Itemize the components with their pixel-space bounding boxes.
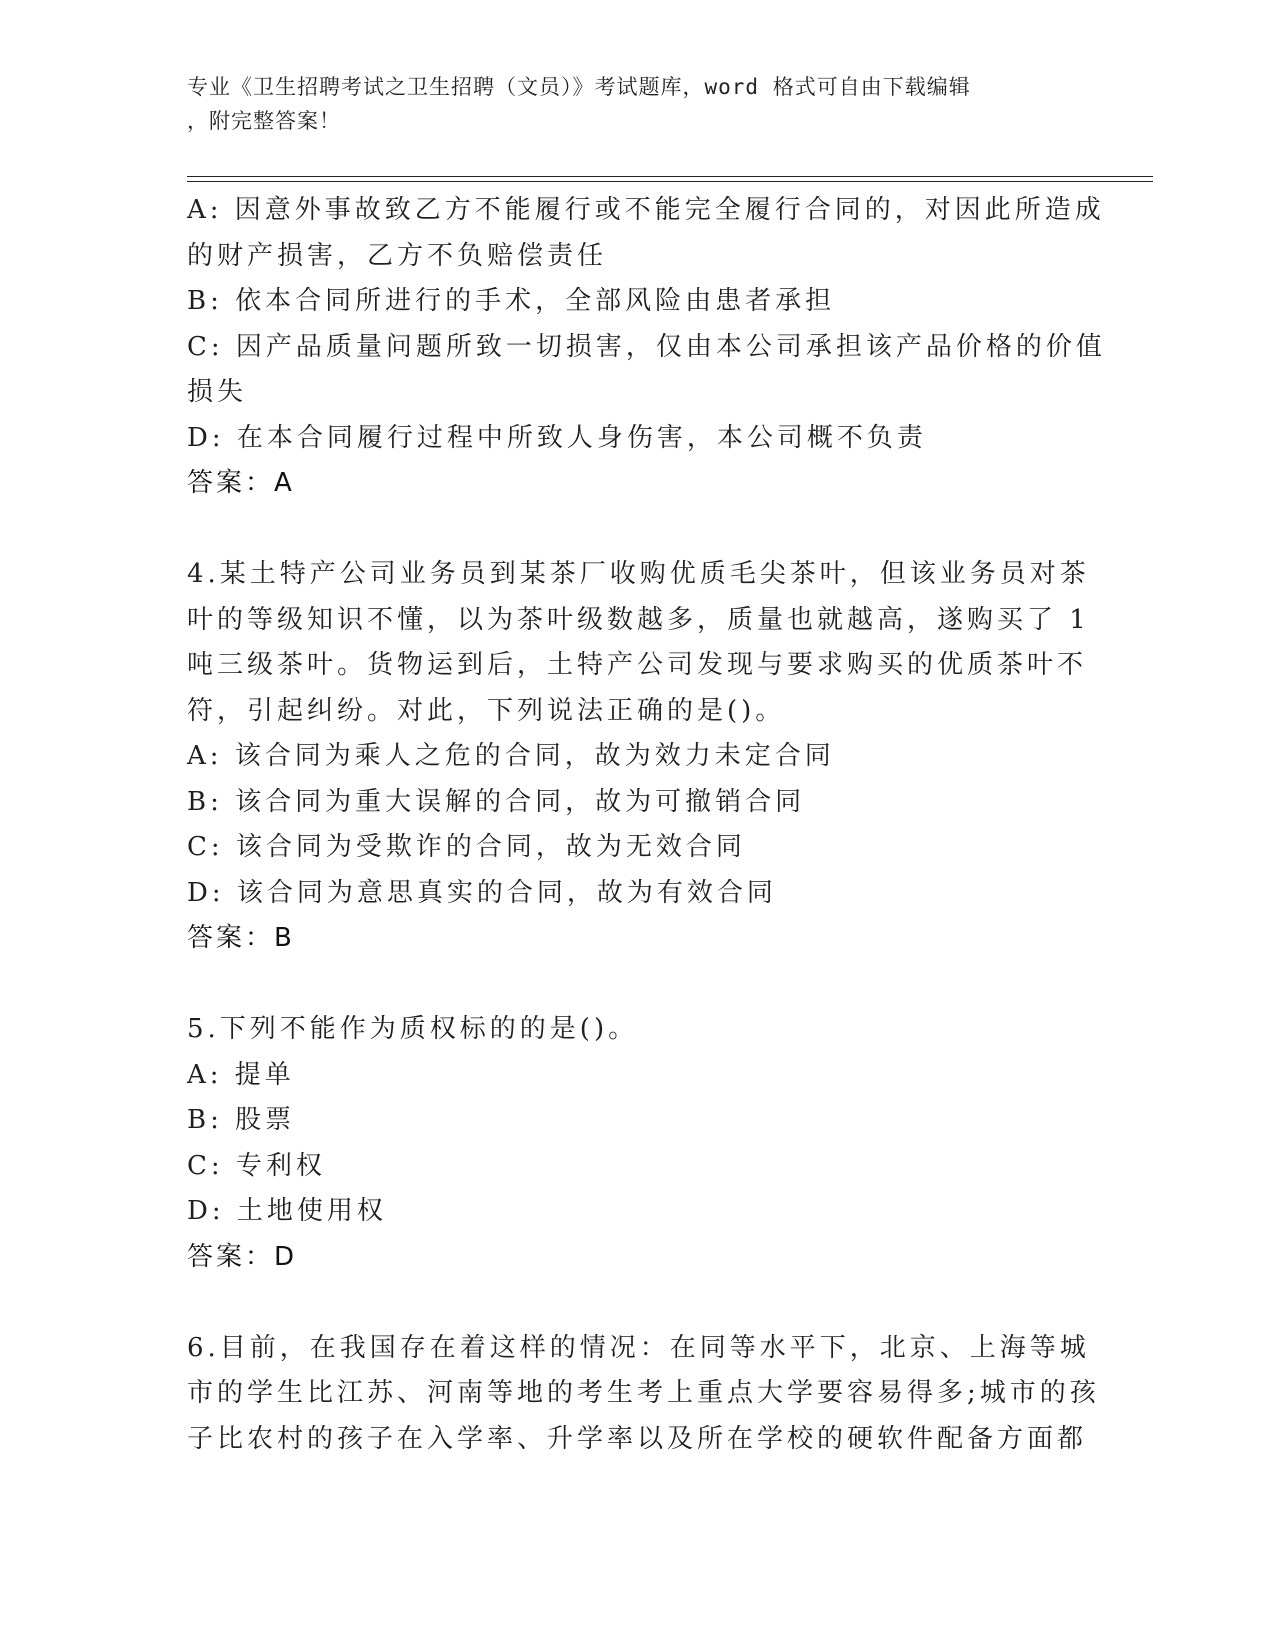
q5-option-b: B: 股票 (187, 1105, 296, 1135)
q4-answer: 答案：B (187, 923, 295, 953)
q4-stem-line-4: 符，引起纠纷。对此，下列说法正确的是()。 (187, 695, 786, 726)
q5-option-a: A: 提单 (187, 1059, 295, 1090)
q3-option-d: D: 在本合同履行过程中所致人身伤害，本公司概不负责 (187, 422, 927, 453)
document-header (187, 70, 1067, 138)
header-line-1: 专业《卫生招聘考试之卫生招聘（文员）》考试题库，word 格式可自由下载编辑 (187, 75, 971, 99)
spacer (187, 1280, 1087, 1326)
q4-option-a: A: 该合同为乘人之危的合同，故为效力未定合同 (187, 741, 835, 771)
q4-option-b: B: 该合同为重大误解的合同，故为可撤销合同 (187, 786, 806, 817)
question-5-block (187, 1007, 1087, 1280)
q4-stem-line-2: 叶的等级知识不懂，以为茶叶级数越多，质量也就越高，遂购买了 1 (187, 604, 1090, 635)
q3-option-c-line-2: 损失 (187, 377, 248, 407)
q5-stem: 5.下列不能作为质权标的的是()。 (187, 1014, 639, 1044)
q3-option-a-line-1: A: 因意外事故致乙方不能履行或不能完全履行合同的，对因此所造成 (187, 195, 1105, 225)
header-rule-top (187, 176, 1153, 177)
question-6-block (187, 1326, 1100, 1463)
question-3-block (187, 188, 1106, 507)
q6-stem-line-3: 子比农村的孩子在入学率、升学率以及所在学校的硬软件配备方面都 (187, 1423, 1088, 1454)
document-body (187, 188, 1106, 1462)
q4-option-d: D: 该合同为意思真实的合同，故为有效合同 (187, 877, 777, 908)
header-line-2: ，附完整答案！ (187, 109, 341, 133)
q6-stem-line-2: 市的学生比江苏、河南等地的考生考上重点大学要容易得多;城市的孩 (187, 1378, 1100, 1408)
q5-option-c: C: 专利权 (187, 1150, 326, 1181)
q3-option-c-line-1: C: 因产品质量问题所致一切损害，仅由本公司承担该产品价格的价值 (187, 331, 1106, 362)
q4-stem-line-3: 吨三级茶叶。货物运到后，土特产公司发现与要求购买的优质茶叶不 (187, 650, 1088, 680)
q3-option-a-line-2: 的财产损害，乙方不负赔偿责任 (187, 240, 608, 271)
q5-option-d: D: 土地使用权 (187, 1196, 387, 1226)
q3-answer: 答案：A (187, 468, 295, 498)
q3-option-b: B: 依本合同所进行的手术，全部风险由患者承担 (187, 286, 836, 316)
spacer (187, 507, 1087, 553)
q5-answer: 答案：D (187, 1241, 298, 1272)
question-4-block (187, 552, 1090, 962)
q6-stem-line-1: 6.目前，在我国存在着这样的情况：在同等水平下，北京、上海等城 (187, 1332, 1090, 1363)
q4-stem-line-1: 4.某土特产公司业务员到某茶厂收购优质毛尖茶叶，但该业务员对茶 (187, 559, 1090, 589)
header-rule-bottom (187, 181, 1153, 182)
spacer (187, 962, 1087, 1008)
q4-option-c: C: 该合同为受欺诈的合同，故为无效合同 (187, 832, 746, 862)
